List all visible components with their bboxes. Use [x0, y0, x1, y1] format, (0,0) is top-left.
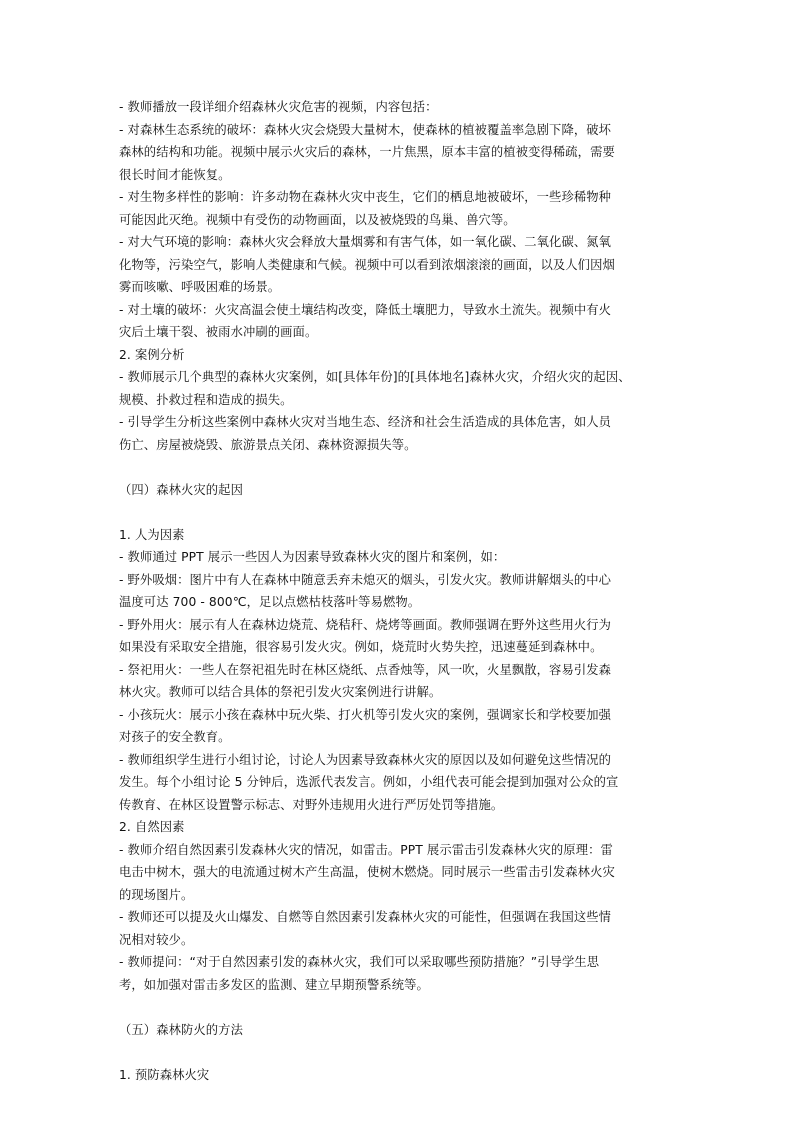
text-line: 可能因此灭绝。视频中有受伤的动物画面，以及被烧毁的鸟巢、兽穴等。	[119, 212, 516, 227]
document-page	[119, 96, 679, 1086]
section-heading: 2. 自然因素	[119, 820, 185, 834]
text-line: 发生。每个小组讨论 5 分钟后，选派代表发言。例如，小组代表可能会提到加强对公众的宣	[119, 775, 619, 789]
text-line: - 小孩玩火：展示小孩在森林中玩火柴、打火机等引发火灾的案例，强调家长和学校要加强	[119, 707, 612, 722]
section-heading: （五）森林防火的方法	[119, 1022, 243, 1037]
text-line: - 祭祀用火：一些人在祭祀祖先时在林区烧纸、点香烛等，风一吹，火星飘散，容易引发森	[119, 662, 612, 677]
text-line: - 教师通过 PPT 展示一些因人为因素导致森林火灾的图片和案例，如：	[119, 550, 506, 564]
text-line: 雾而咳嗽、呼吸困难的场景。	[119, 280, 281, 294]
text-line: 如果没有采取安全措施，很容易引发火灾。例如，烧荒时火势失控，迅速蔓延到森林中。	[119, 640, 603, 654]
text-line: 林火灾。教师可以结合具体的祭祀引发火灾案例进行讲解。	[119, 685, 442, 699]
text-line: - 教师播放一段详细介绍森林火灾危害的视频，内容包括：	[119, 100, 438, 114]
blank-line	[119, 996, 679, 1019]
text-line: - 教师提问：“对于自然因素引发的森林火灾，我们可以采取哪些预防措施？”引导学生思	[119, 955, 600, 969]
blank-line	[119, 1041, 679, 1064]
text-line: 化物等，污染空气，影响人类健康和气候。视频中可以看到浓烟滚滚的画面，以及人们因烟	[119, 257, 615, 272]
text-line: - 对森林生态系统的破坏：森林火灾会烧毁大量树木，使森林的植被覆盖率急剧下降，破坏	[119, 122, 612, 137]
text-line: 的现场图片。	[119, 887, 194, 902]
text-line: 温度可达 700 - 800℃，足以点燃枯枝落叶等易燃物。	[119, 595, 421, 609]
text-line: 况相对较少。	[119, 932, 194, 947]
blank-line	[119, 456, 679, 479]
text-line: - 对土壤的破坏：火灾高温会使土壤结构改变，降低土壤肥力，导致水土流失。视频中有火	[119, 302, 612, 317]
blank-line	[119, 501, 679, 524]
text-line: - 对大气环境的影响：森林火灾会释放大量烟雾和有害气体，如一氧化碳、二氧化碳、氮氧	[119, 235, 612, 249]
section-heading: 2. 案例分析	[119, 347, 185, 362]
text-line: 对孩子的安全教育。	[119, 730, 231, 744]
text-line: - 教师展示几个典型的森林火灾案例，如[具体年份]的[具体地名]森林火灾，介绍火灾的起因、	[119, 370, 631, 384]
text-line: 规模、扑救过程和造成的损失。	[119, 392, 293, 407]
text-line: - 教师还可以提及火山爆发、自燃等自然因素引发森林火灾的可能性，但强调在我国这些情	[119, 910, 612, 924]
text-line: 电击中树木，强大的电流通过树木产生高温，使树木燃烧。同时展示一些雷击引发森林火灾	[119, 865, 615, 879]
text-line: - 教师介绍自然因素引发森林火灾的情况，如雷击。PPT 展示雷击引发森林火灾的原理：雷	[119, 842, 613, 857]
text-line: 伤亡、房屋被烧毁、旅游景点关闭、森林资源损失等。	[119, 437, 417, 452]
text-line: - 野外吸烟：图片中有人在森林中随意丢弃未熄灭的烟头，引发火灾。教师讲解烟头的中心	[119, 572, 612, 587]
text-line: 森林的结构和功能。视频中展示火灾后的森林，一片焦黑，原本丰富的植被变得稀疏，需要	[119, 145, 615, 159]
section-heading: 1. 人为因素	[119, 527, 185, 542]
section-heading: （四）森林火灾的起因	[119, 482, 243, 497]
text-line: - 野外用火：展示有人在森林边烧荒、烧秸秆、烧烤等画面。教师强调在野外这些用火行为	[119, 617, 612, 632]
section-heading: 1. 预防森林火灾	[119, 1067, 210, 1082]
text-line: - 教师组织学生进行小组讨论，讨论人为因素导致森林火灾的原因以及如何避免这些情况的	[119, 752, 612, 767]
text-line: 考，如加强对雷击多发区的监测、建立早期预警系统等。	[119, 977, 429, 992]
text-line: - 对生物多样性的影响：许多动物在森林火灾中丧生，它们的栖息地被破坏，一些珍稀物种	[119, 190, 612, 204]
text-line: 很长时间才能恢复。	[119, 167, 231, 182]
text-line: 传教育、在林区设置警示标志、对野外违规用火进行严厉处罚等措施。	[119, 797, 504, 812]
text-line: 灾后土壤干裂、被雨水冲刷的画面。	[119, 325, 318, 339]
text-line: - 引导学生分析这些案例中森林火灾对当地生态、经济和社会生活造成的具体危害，如人员	[119, 415, 612, 429]
